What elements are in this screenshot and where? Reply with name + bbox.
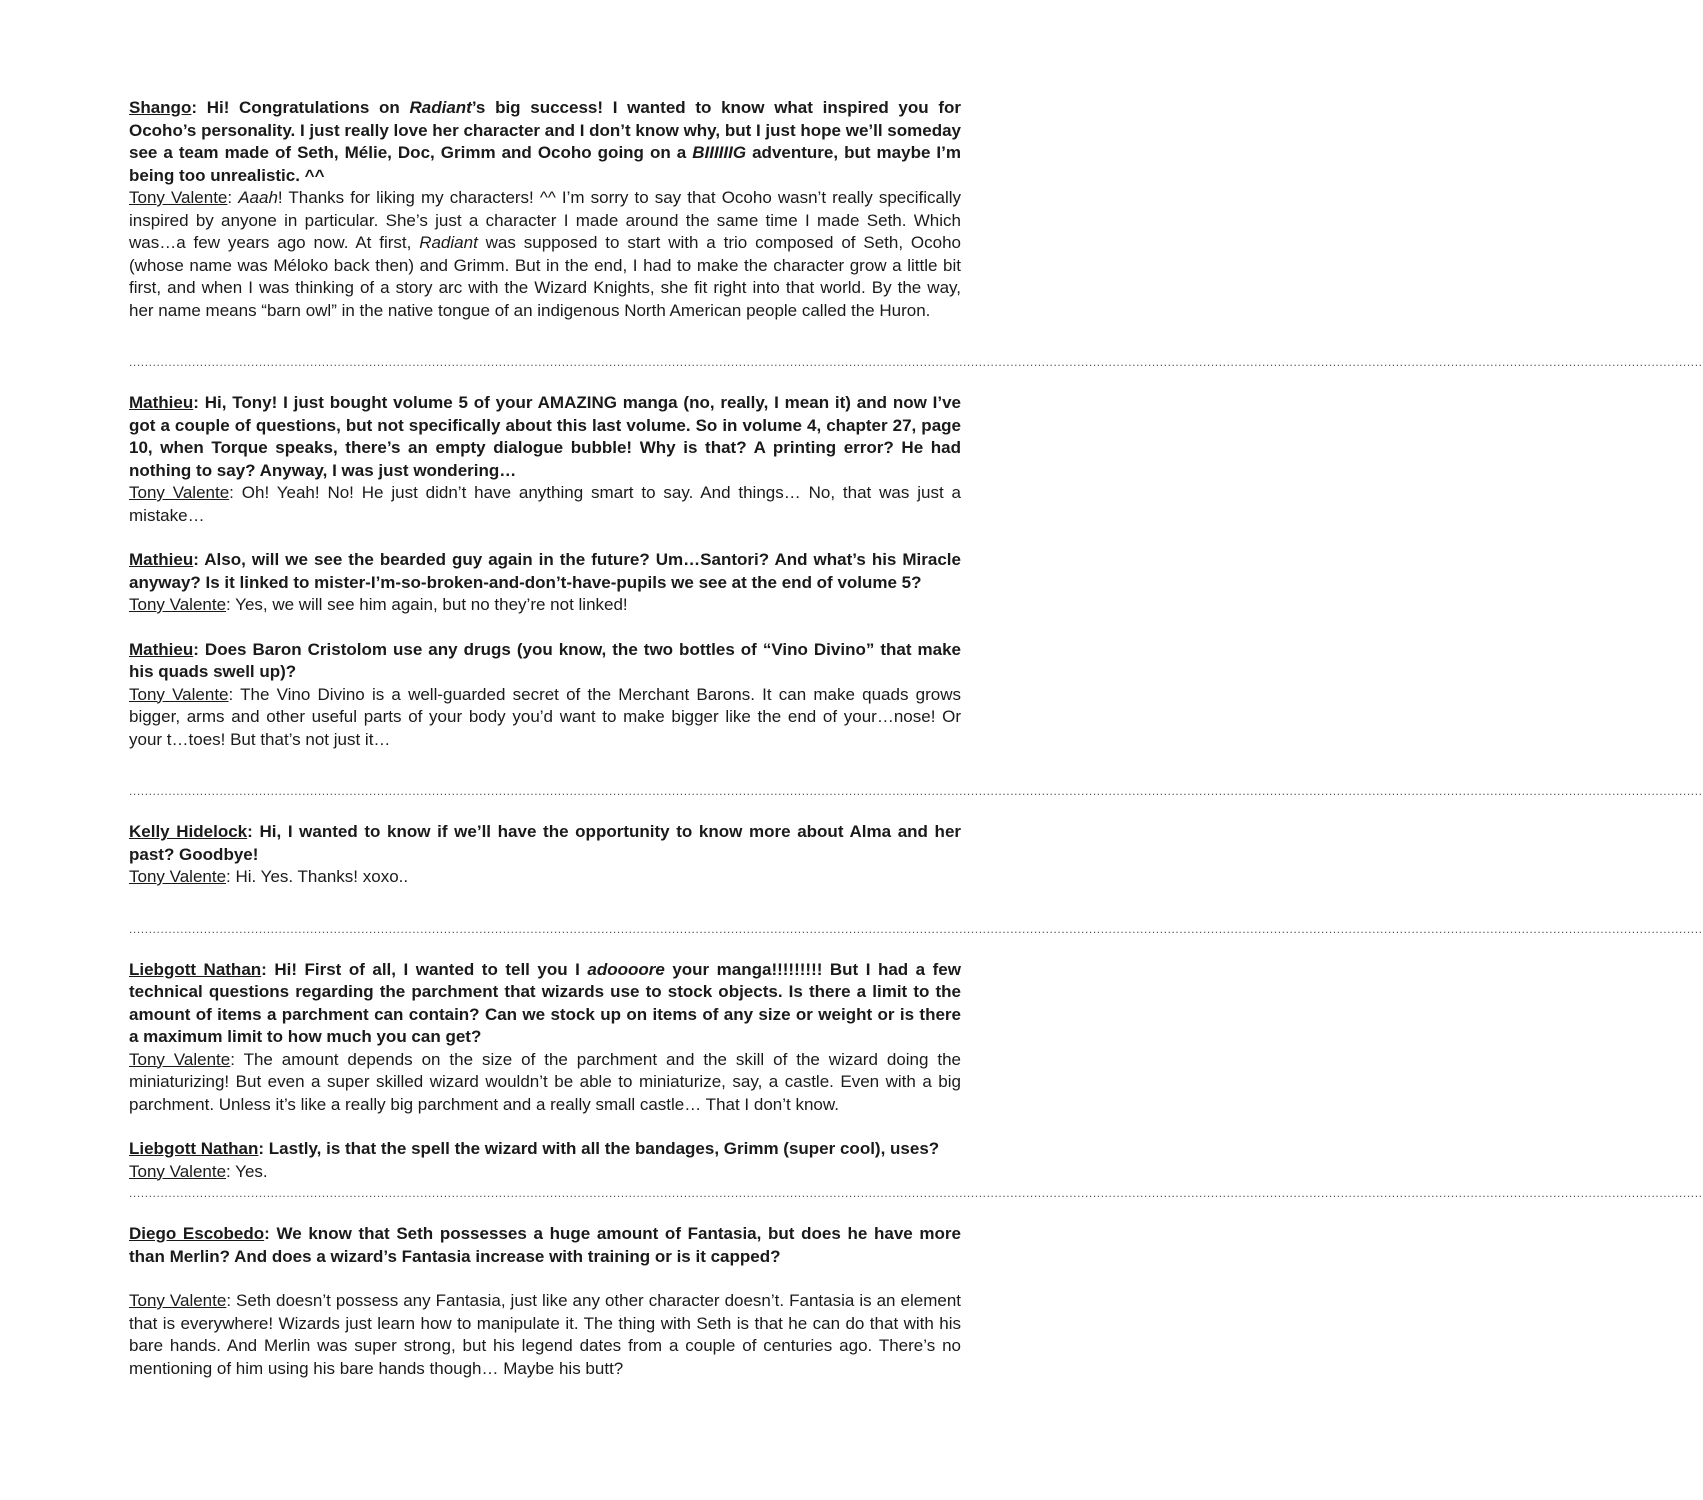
question: Mathieu: Does Baron Cristolom use any drugs (you know, the two bottles of “Vino Divino” that make his quads swell up)? (129, 639, 961, 681)
qa-entry-diego (129, 1223, 961, 1380)
question: Liebgott Nathan: Lastly, is that the spell the wizard with all the bandages, Grimm (super cool), uses? (129, 1139, 940, 1158)
question: Mathieu: Also, will we see the bearded guy again in the future? Um…Santori? And what’s his Miracle anyway? Is it linked to mister-I’m-so-broken-and-don’t-have-pupils we see at the end of volume 5? (129, 550, 961, 592)
asker-name: Liebgott Nathan (129, 1139, 259, 1158)
answerer-name: Tony Valente (129, 1161, 227, 1181)
qa-entry-mathieu-3 (129, 639, 961, 752)
dotted-separator: ................................................................................................................................................................................................................................................................................................................................................................................................................ (129, 784, 1703, 798)
asker-name: Liebgott Nathan (129, 959, 262, 979)
document-page (129, 97, 1703, 1380)
asker-name: Kelly Hidelock (129, 822, 248, 841)
dotted-separator: ................................................................................................................................................................................................................................................................................................................................................................................................................ (129, 921, 1703, 936)
answer: Tony Valente: Hi. Yes. Thanks! xoxo.. (129, 867, 409, 886)
answer: Tony Valente: The Vino Divino is a well-guarded secret of the Merchant Barons. It can make quads grows bigger, arms and other useful parts of your body you’d want to make bigger like the end of your…nose! Or your t…toes! But that’s not just it… (129, 684, 962, 749)
answer: Tony Valente: Yes, we will see him again, but no they’re not linked! (129, 595, 628, 614)
answer: Tony Valente: Aaah! Thanks for liking my characters! ^^ I’m sorry to say that Ocoho wasn’t really specifically inspired by anyone in particular. She’s just a character I made around the same time I made Seth. Which was…a few years ago now. At first, Radiant was supposed to start with a trio composed of Seth, Ocoho (whose name was Méloko back then) and Grimm. But in the end, I had to make the character grow a little bit first, and when I was thinking of a story arc with the Wizard Knights, she fit right into that world. By the way, her name means “barn owl” in the native tongue of an indigenous North American people called the Huron. (129, 188, 962, 320)
question: Liebgott Nathan: Hi! First of all, I wanted to tell you I adoooore your manga!!!!!!!!! But I had a few technical questions regarding the parchment that wizards use to stock objects. Is there a limit to the amount of items a parchment can contain? Can we stock up on items of any size or weight or is there a maximum limit to how much you can get? (129, 959, 961, 1046)
asker-name: Mathieu (129, 550, 194, 569)
answerer-name: Tony Valente (129, 483, 230, 502)
asker-name: Shango (129, 98, 192, 117)
qa-entry-mathieu-2 (129, 549, 961, 617)
answer: Tony Valente: Oh! Yeah! No! He just didn’t have anything smart to say. And things… No, that was just a mistake… (129, 483, 962, 525)
asker-name: Mathieu (129, 393, 194, 412)
qa-entry-liebgott-1 (129, 959, 961, 1117)
qa-entry-mathieu-1 (129, 392, 961, 527)
qa-entry-kelly (129, 821, 961, 889)
asker-name: Mathieu (129, 639, 194, 659)
answer: Tony Valente: Yes. (129, 1161, 268, 1181)
qa-entry-shango (129, 97, 961, 322)
qa-entry-liebgott-2 (129, 1138, 961, 1183)
dotted-separator: ................................................................................................................................................................................................................................................................................................................................................................................................................ (129, 1186, 1703, 1200)
answer: Tony Valente: The amount depends on the size of the parchment and the skill of the wizard doing the miniaturizing! But even a super skilled wizard wouldn’t be able to miniaturize, say, a castle. Even with a big parchment. Unless it’s like a really big parchment and a really small castle… That I don’t know. (129, 1049, 961, 1114)
dotted-separator: ................................................................................................................................................................................................................................................................................................................................................................................................................ (129, 355, 1703, 369)
question: Kelly Hidelock: Hi, I wanted to know if we’ll have the opportunity to know more about Alma and her past? Goodbye! (129, 822, 962, 864)
answer: Tony Valente: Seth doesn’t possess any Fantasia, just like any other character doesn’t. Fantasia is an element that is everywhere! Wizards just learn how to manipulate it. The thing with Seth is that he can do that with his bare hands. And Merlin was super strong, but his legend dates from a couple of centuries ago. There’s no mentioning of him using his bare hands though… Maybe his butt? (129, 1291, 961, 1378)
answerer-name: Tony Valente (129, 188, 228, 207)
answerer-name: Tony Valente (129, 1049, 231, 1069)
question: Mathieu: Hi, Tony! I just bought volume 5 of your AMAZING manga (no, really, I mean it) and now I’ve got a couple of questions, but not specifically about this last volume. So in volume 4, chapter 27, page 10, when Torque speaks, there’s an empty dialogue bubble! Why is that? A printing error? He had nothing to say? Anyway, I was just wondering… (129, 393, 962, 480)
question: Diego Escobedo: We know that Seth possesses a huge amount of Fantasia, but does he have more than Merlin? And does a wizard’s Fantasia increase with training or is it capped? (129, 1224, 961, 1266)
answerer-name: Tony Valente (129, 595, 227, 614)
answerer-name: Tony Valente (129, 684, 229, 704)
asker-name: Diego Escobedo (129, 1224, 265, 1243)
answerer-name: Tony Valente (129, 1291, 227, 1310)
question: Shango: Hi! Congratulations on Radiant’s big success! I wanted to know what inspired you for Ocoho’s personality. I just really love her character and I don’t know why, but I just hope we’ll someday see a team made of Seth, Mélie, Doc, Grimm and Ocoho going on a BIIIIIIG adventure, but maybe I’m being too unrealistic. ^^ (129, 98, 961, 185)
answerer-name: Tony Valente (129, 867, 227, 886)
